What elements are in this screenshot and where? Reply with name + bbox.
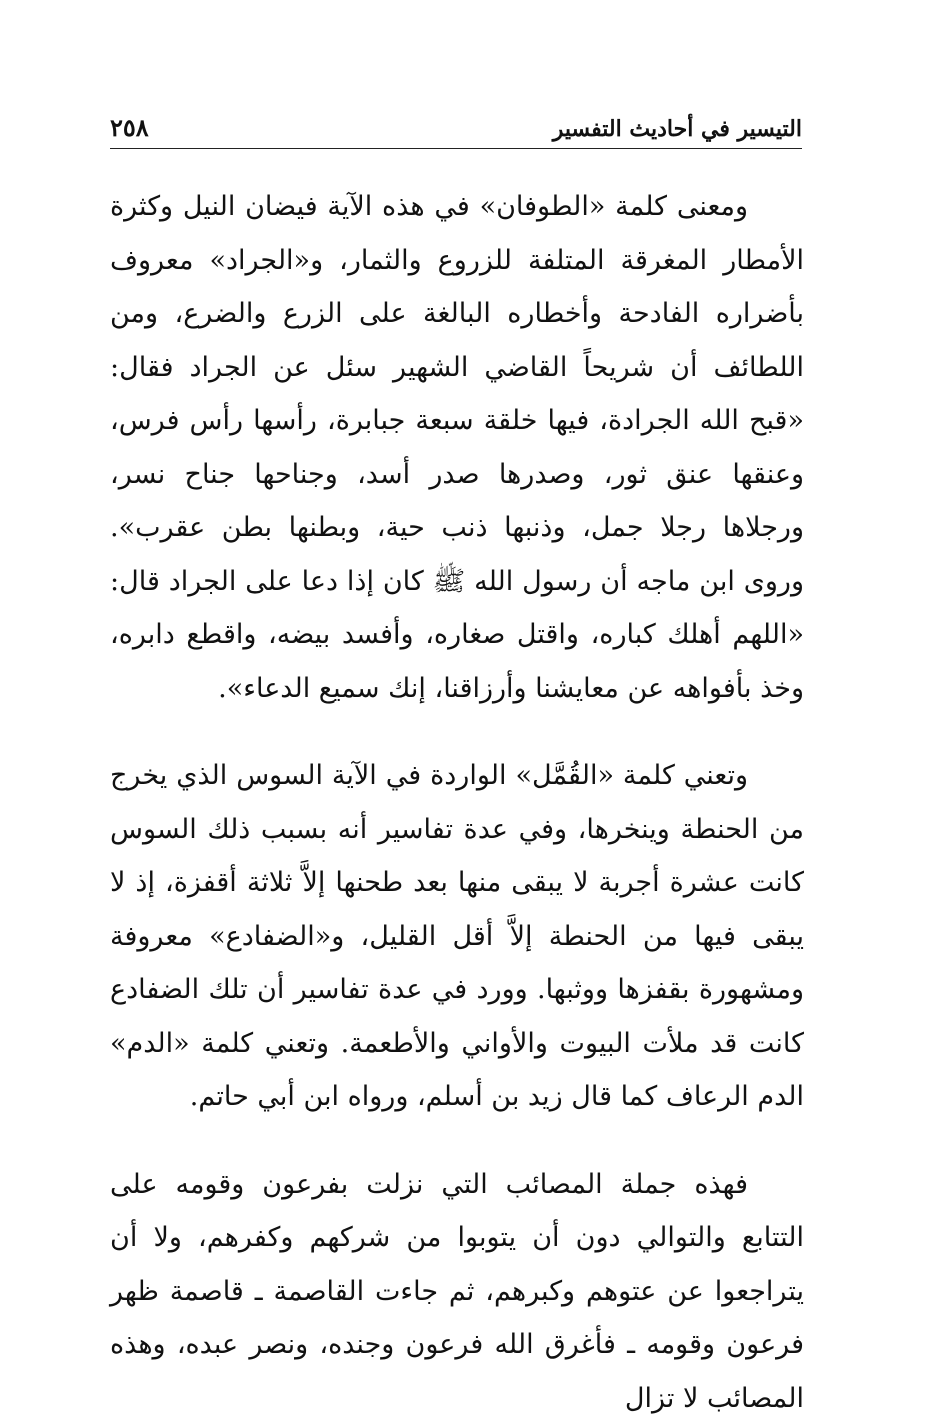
page-number: ٢٥٨ xyxy=(110,113,149,142)
book-title: التيسير في أحاديث التفسير xyxy=(553,116,802,142)
paragraph-locusts: ومعنى كلمة «الطوفان» في هذه الآية فيضان النيل وكثرة الأمطار المغرقة المتلفة للزروع والثمار، و«الجراد» معروف بأضراره الفادحة وأخطاره البالغة على الزرع والضرع، ومن اللطائف أن شريحاً القاضي الشهير سئل عن الجراد فقال: «قبح الله الجرادة، فيها خلقة سبعة جبابرة، رأسها رأس فرس، وعنقها عنق ثور، وصدرها صدر أسد، وجناحها جناح نسر، ورجلاها رجلا جمل، وذنبها ذنب حية، وبطنها بطن عقرب». وروى ابن ماجه أن رسول الله ﷺ كان إذا دعا على الجراد قال: «اللهم أهلك كباره، واقتل صغاره، وأفسد بيضه، واقطع دابره، وخذ بأفواهه عن معايشنا وأرزاقنا، إنك سميع الدعاء». xyxy=(110,180,804,715)
running-header xyxy=(110,108,802,149)
body-text xyxy=(110,180,804,1425)
paragraph-calamities: فهذه جملة المصائب التي نزلت بفرعون وقومه على التتابع والتوالي دون أن يتوبوا من شركهم وكفرهم، ولا أن يتراجعوا عن عتوهم وكبرهم، ثم جاءت القاصمة ـ قاصمة ظهر فرعون وقومه ـ فأغرق الله فرعون وجنده، ونصر عبده، وهذه المصائب لا تزال xyxy=(110,1158,804,1425)
paragraph-lice-frogs-blood: وتعني كلمة «القُمَّل» الواردة في الآية السوس الذي يخرج من الحنطة وينخرها، وفي عدة تفاسير أنه بسبب ذلك السوس كانت عشرة أجربة لا يبقى منها بعد طحنها إلاَّ ثلاثة أقفزة، إذ لا يبقى فيها من الحنطة إلاَّ أقل القليل، و«الضفادع» معروفة ومشهورة بقفزها ووثبها. وورد في عدة تفاسير أن تلك الضفادع كانت قد ملأت البيوت والأواني والأطعمة. وتعني كلمة «الدم» الدم الرعاف كما قال زيد بن أسلم، ورواه ابن أبي حاتم. xyxy=(110,749,804,1124)
